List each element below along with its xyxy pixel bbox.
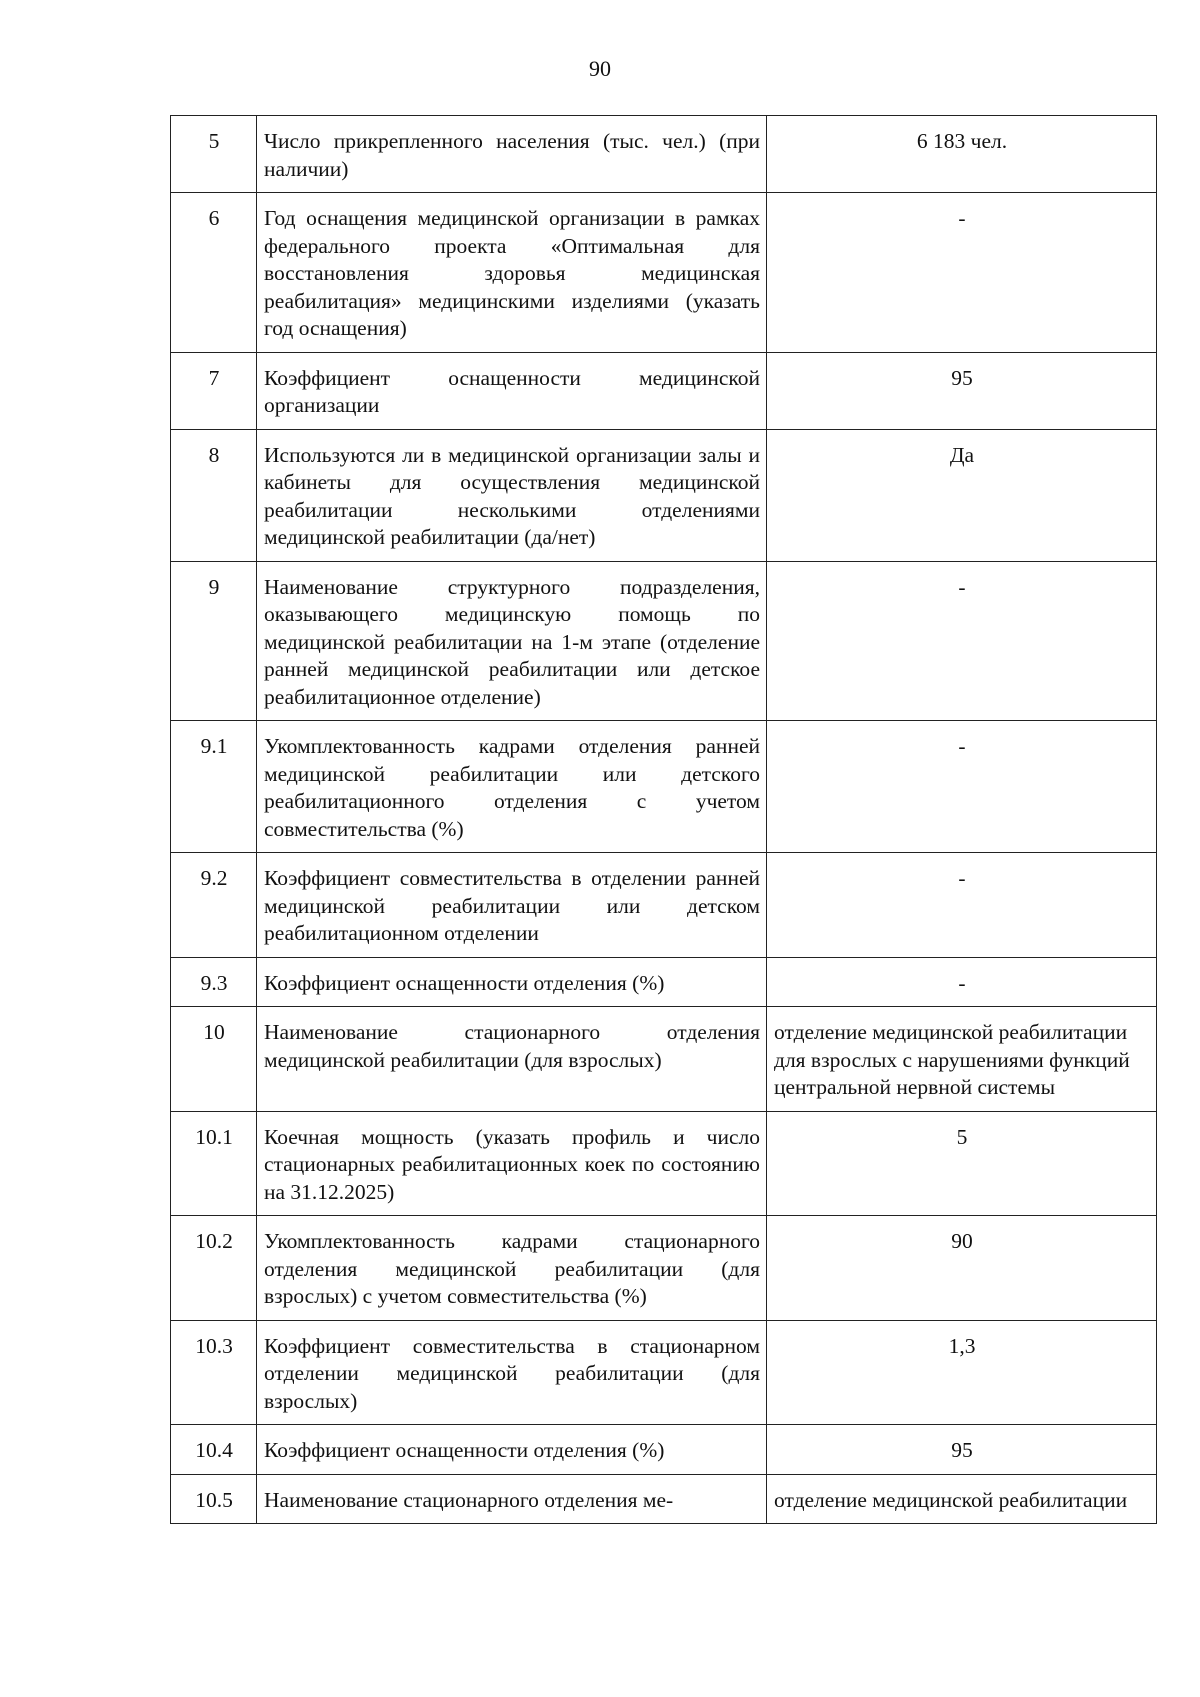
indicator-value: 6 183 чел. <box>767 116 1157 193</box>
indicator-name: Наименование стационарного отделения ме- <box>257 1474 767 1524</box>
row-number: 9.3 <box>171 957 257 1007</box>
indicator-value: - <box>767 721 1157 853</box>
row-number: 6 <box>171 193 257 353</box>
indicator-value: 90 <box>767 1216 1157 1321</box>
table-row <box>171 352 1157 429</box>
indicator-name: Коэффициент оснащенности отделения (%) <box>257 957 767 1007</box>
indicator-name: Число прикрепленного населения (тыс. чел.) (при наличии) <box>257 116 767 193</box>
indicator-name: Используются ли в медицинской организации залы и кабинеты для осуществления медицинской реабилитации несколькими отделениями медицинской реабилитации (да/нет) <box>257 429 767 561</box>
table-row <box>171 1111 1157 1216</box>
indicator-value: - <box>767 561 1157 721</box>
indicator-value: - <box>767 193 1157 353</box>
indicator-name: Коэффициент оснащенности медицинской организации <box>257 352 767 429</box>
indicator-value: отделение медицинской реабилитации <box>767 1474 1157 1524</box>
row-number: 9.1 <box>171 721 257 853</box>
indicator-value: 95 <box>767 352 1157 429</box>
indicator-value: 5 <box>767 1111 1157 1216</box>
indicator-value: отделение медицинской реабилитации для взрослых с нарушениями функций центральной нервной системы <box>767 1007 1157 1112</box>
indicator-table <box>170 115 1157 1524</box>
table-row <box>171 1425 1157 1475</box>
table-row <box>171 721 1157 853</box>
table-row <box>171 116 1157 193</box>
row-number: 10.5 <box>171 1474 257 1524</box>
indicator-name: Коэффициент совместительства в стационарном отделении медицинской реабилитации (для взрослых) <box>257 1320 767 1425</box>
row-number: 5 <box>171 116 257 193</box>
row-number: 10.2 <box>171 1216 257 1321</box>
table-row <box>171 429 1157 561</box>
indicator-name: Наименование структурного подразделения, оказывающего медицинскую помощь по медицинской реабилитации на 1-м этапе (отделение ранней медицинской реабилитации или детское реабилитационное отделение) <box>257 561 767 721</box>
table-row <box>171 957 1157 1007</box>
indicator-value: Да <box>767 429 1157 561</box>
table-row <box>171 561 1157 721</box>
table-row <box>171 1320 1157 1425</box>
indicator-name: Коэффициент оснащенности отделения (%) <box>257 1425 767 1475</box>
table-row <box>171 1474 1157 1524</box>
page-number: 90 <box>589 56 611 81</box>
table-row <box>171 193 1157 353</box>
indicator-name: Наименование стационарного отделения медицинской реабилитации (для взрослых) <box>257 1007 767 1112</box>
row-number: 10 <box>171 1007 257 1112</box>
table-row <box>171 1216 1157 1321</box>
table-row <box>171 1007 1157 1112</box>
indicator-name: Укомплектованность кадрами отделения ранней медицинской реабилитации или детского реабилитационного отделения с учетом совместительства (%) <box>257 721 767 853</box>
indicator-name: Коэффициент совместительства в отделении ранней медицинской реабилитации или детском реабилитационном отделении <box>257 853 767 958</box>
indicator-value: 1,3 <box>767 1320 1157 1425</box>
indicator-value: 95 <box>767 1425 1157 1475</box>
row-number: 8 <box>171 429 257 561</box>
indicator-name: Укомплектованность кадрами стационарного отделения медицинской реабилитации (для взрослых) с учетом совместительства (%) <box>257 1216 767 1321</box>
indicator-value: - <box>767 957 1157 1007</box>
indicator-name: Коечная мощность (указать профиль и число стационарных реабилитационных коек по состоянию на 31.12.2025) <box>257 1111 767 1216</box>
indicator-value: - <box>767 853 1157 958</box>
indicator-name: Год оснащения медицинской организации в рамках федерального проекта «Оптимальная для восстановления здоровья медицинская реабилитация» медицинскими изделиями (указать год оснащения) <box>257 193 767 353</box>
row-number: 9.2 <box>171 853 257 958</box>
row-number: 10.4 <box>171 1425 257 1475</box>
row-number: 7 <box>171 352 257 429</box>
row-number: 9 <box>171 561 257 721</box>
row-number: 10.3 <box>171 1320 257 1425</box>
table-row <box>171 853 1157 958</box>
row-number: 10.1 <box>171 1111 257 1216</box>
